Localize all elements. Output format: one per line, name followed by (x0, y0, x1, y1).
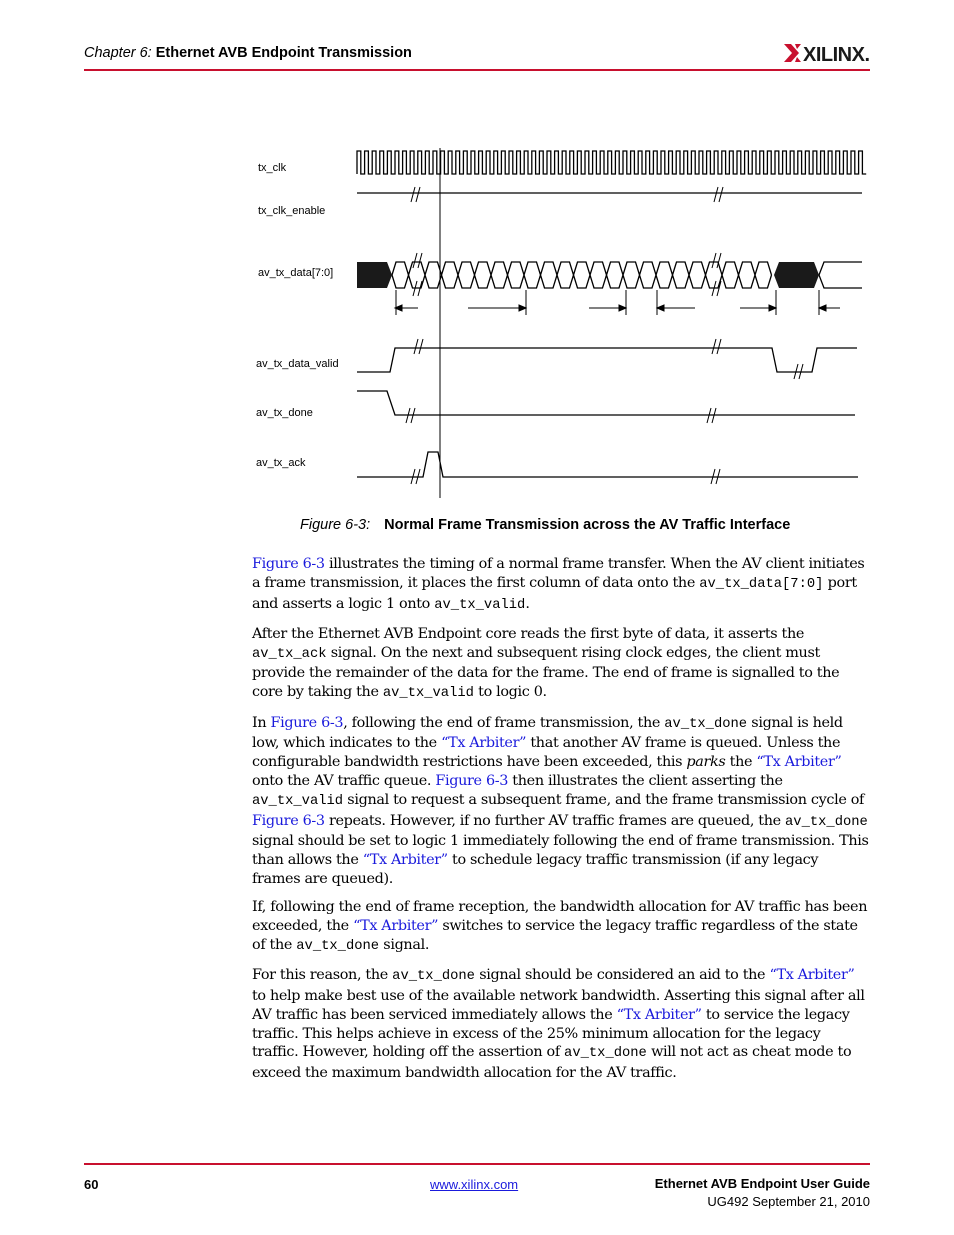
signal-label-tx-clk-enable: tx_clk_enable (258, 205, 326, 217)
xilinx-mark-icon (784, 44, 801, 62)
break-marks (406, 187, 803, 484)
timing-diagram (250, 140, 870, 510)
av-tx-ack-waveform (357, 452, 858, 477)
page-header (84, 45, 412, 61)
code-av-tx-valid: av_tx_valid (382, 686, 474, 702)
av-tx-done-waveform (357, 391, 855, 415)
code-av-tx-done: av_tx_done (296, 938, 380, 954)
figure-link[interactable]: Figure 6-3 (270, 714, 344, 731)
signal-label-tx-clk: tx_clk (258, 162, 287, 174)
signal-label-av-tx-ack: av_tx_ack (256, 457, 306, 469)
figure-number: Figure 6-3: (300, 517, 371, 533)
data-block-end (774, 262, 819, 288)
tx-clk-waveform (357, 151, 866, 174)
paragraph-1: Figure 6-3 illustrates the timing of a normal frame transfer. When the AV client initiates a frame transmission, it places the first column of data onto the av_tx_data[7:0] port and asserts a logic 1 onto av_tx_valid. (252, 556, 865, 613)
signal-label-av-tx-data: av_tx_data[7:0] (258, 267, 334, 279)
header-rule (84, 69, 870, 71)
code-av-tx-ack: av_tx_ack (252, 646, 327, 662)
code-av-tx-done: av_tx_done (392, 969, 475, 985)
chapter-title: Ethernet AVB Endpoint Transmission (155, 45, 412, 61)
figure-link[interactable]: Figure 6-3 (252, 812, 325, 829)
paragraph-5: For this reason, the av_tx_done signal should be considered an aid to the “Tx Arbiter” to help make best use of the available network bandwidth. Asserting this signal after all AV traffic has been serviced immediately allows the “Tx Arbiter” to service the legacy traffic. This helps achieve in excess of the 25% minimum allocation for the legacy traffic. However, holding off the assertion of av_tx_done will not act as cheat mode to exceed the maximum bandwidth allocation for the AV traffic. (252, 967, 865, 1082)
footer-rule (84, 1163, 870, 1165)
emphasis-parks: parks (686, 754, 726, 771)
website-link[interactable]: www.xilinx.com (430, 1177, 519, 1192)
figure-title: Normal Frame Transmission across the AV Traffic Interface (384, 517, 791, 533)
code-av-tx-valid: av_tx_valid (434, 597, 526, 613)
figure-link[interactable]: Figure 6-3 (435, 772, 509, 789)
guide-title: Ethernet AVB Endpoint User Guide (654, 1176, 870, 1191)
signal-label-av-tx-data-valid: av_tx_data_valid (256, 358, 339, 370)
document-id: UG492 September 21, 2010 (707, 1194, 870, 1209)
chapter-label: Chapter 6: (84, 45, 152, 61)
xilinx-wordmark: XILINX. (803, 44, 870, 66)
paragraph-3: In Figure 6-3, following the end of frame transmission, the av_tx_done signal is held low, which indicates to the “Tx Arbiter” that another AV frame is queued. Unless the configurable bandwidth restrictions have been exceeded, this parks the “Tx Arbiter” onto the AV traffic queue. Figure 6-3 then illustrates the client asserting the av_tx_valid signal to request a subsequent frame, and the frame transmission cycle of Figure 6-3 repeats. However, if no further AV traffic frames are queued, the av_tx_done signal should be set to logic 1 immediately following the end of frame transmission. This than allows the “Tx Arbiter” to schedule legacy traffic transmission (if any legacy frames are queued). (252, 714, 869, 887)
tx-arbiter-link[interactable]: “Tx Arbiter” (362, 852, 448, 869)
paragraph-4: If, following the end of frame reception, the bandwidth allocation for AV traffic has been exceeded, the “Tx Arbiter” switches to service the legacy traffic regardless of the state of the av_tx_done signal. (252, 899, 868, 954)
tx-arbiter-link[interactable]: “Tx Arbiter” (756, 754, 842, 771)
code-av-tx-done: av_tx_done (564, 1046, 647, 1062)
code-av-tx-data: av_tx_data[7:0] (699, 576, 824, 592)
xilinx-logo (782, 38, 872, 68)
code-av-tx-valid: av_tx_valid (252, 793, 344, 809)
signal-label-av-tx-done: av_tx_done (256, 407, 313, 419)
figure-link[interactable]: Figure 6-3 (252, 556, 325, 572)
code-av-tx-done: av_tx_done (664, 716, 748, 732)
page-number: 60 (84, 1177, 99, 1192)
data-block-start (357, 262, 392, 288)
code-av-tx-done: av_tx_done (785, 814, 868, 830)
period-markers (395, 290, 840, 315)
paragraph-2: After the Ethernet AVB Endpoint core reads the first byte of data, it asserts the av_tx_ack signal. On the next and subsequent rising clock edges, the client must provide the remainder of the data for the frame. The end of frame is signalled to the core by taking the av_tx_valid to logic 0. (252, 625, 840, 702)
body-text (252, 555, 870, 1092)
figure-caption (300, 517, 790, 533)
tx-arbiter-link[interactable]: “Tx Arbiter” (441, 735, 527, 752)
tx-arbiter-link[interactable]: “Tx Arbiter” (616, 1006, 702, 1023)
tx-arbiter-link[interactable]: “Tx Arbiter” (353, 918, 439, 935)
tx-arbiter-link[interactable]: “Tx Arbiter” (769, 967, 855, 984)
av-tx-data-valid-waveform (357, 348, 857, 372)
